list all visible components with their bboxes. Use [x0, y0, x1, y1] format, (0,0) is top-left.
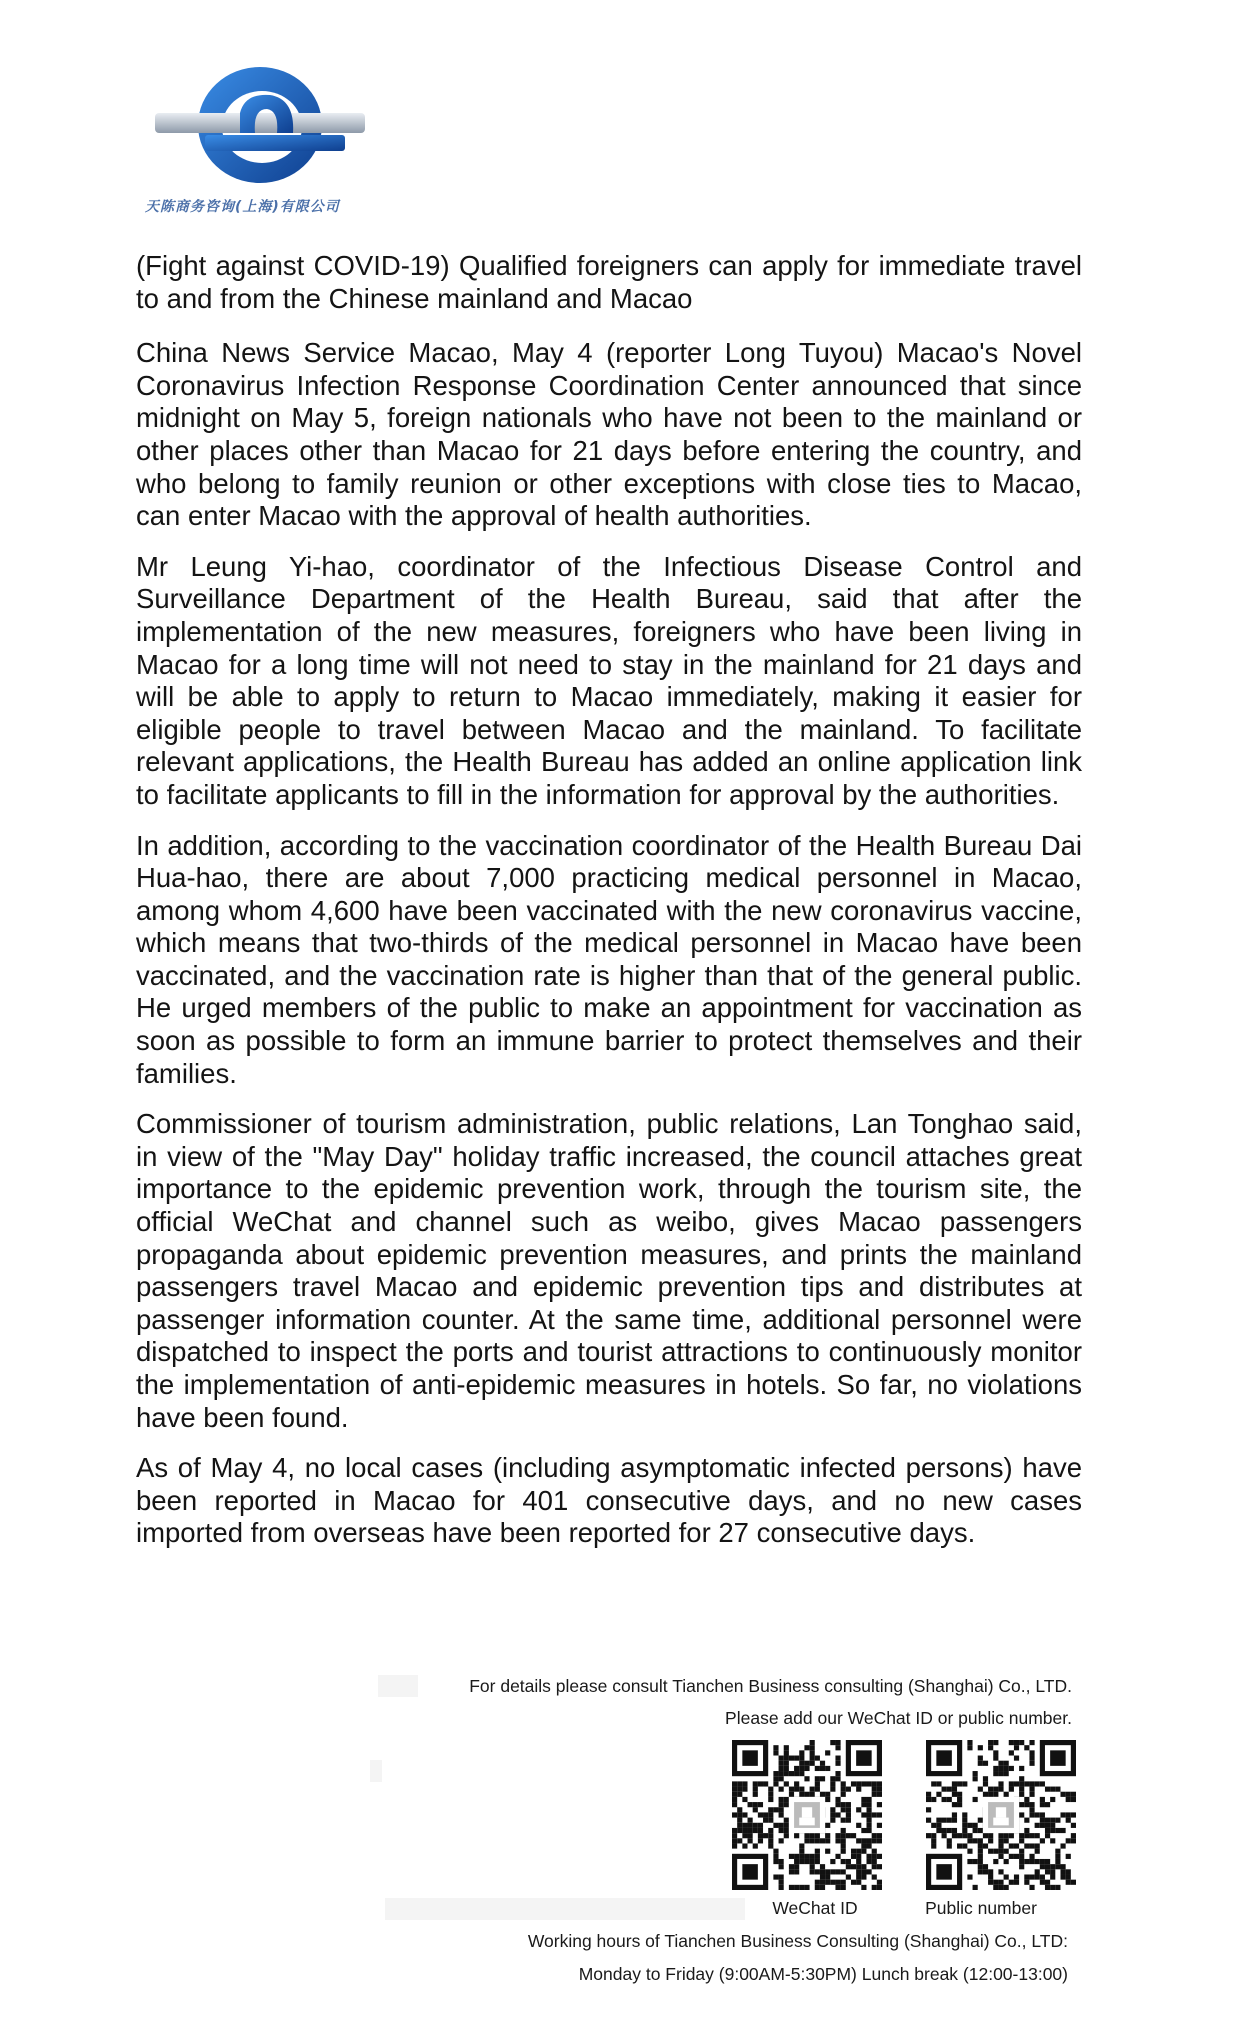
footer-shade — [385, 1898, 745, 1920]
article-paragraph-1: China News Service Macao, May 4 (reporter Long Tuyou) Macao's Novel Coronavirus Infection Response Coordination Center announced that since midnight on May 5, foreign nationals who have not been to the mainland or other places other than Macao for 21 days before entering the country, and who belong to family reunion or other exceptions with close ties to Macao, can enter Macao with the approval of health authorities. — [136, 337, 1082, 532]
article-title: (Fight against COVID-19) Qualified foreigners can apply for immediate travel to and from the Chinese mainland and Macao — [136, 250, 1082, 314]
add-wechat-line: Please add our WeChat ID or public number. — [725, 1708, 1072, 1728]
footer-shade — [370, 1760, 382, 1782]
public-number-qr-code-icon — [926, 1740, 1076, 1890]
wechat-id-qr-code-icon — [732, 1740, 882, 1890]
article-paragraph-3: In addition, according to the vaccination coordinator of the Health Bureau Dai Hua-hao, there are about 7,000 practicing medical personnel in Macao, among whom 4,600 have been vaccinated with the new coronavirus vaccine, which means that two-thirds of the medical personnel in Macao have been vaccinated, and the vaccination rate is higher than that of the general public. He urged members of the public to make an appointment for vaccination as soon as possible to form an immune barrier to protect themselves and their families. — [136, 829, 1082, 1089]
footer-shade — [378, 1675, 418, 1697]
wechat-id-qr-code-image — [732, 1740, 882, 1890]
article-paragraph-4: Commissioner of tourism administration, public relations, Lan Tonghao said, in view of the "May Day" holiday traffic increased, the council attaches great importance to the epidemic prevention work, through the tourism site, the official WeChat and channel such as weibo, gives Macao passengers propaganda about epidemic prevention measures, and prints the mainland passengers travel Macao and epidemic prevention tips and distributes at passenger information counter. At the same time, additional personnel were dispatched to inspect the ports and tourist attractions to continuously monitor the implementation of anti-epidemic measures in hotels. So far, no violations have been found. — [136, 1108, 1082, 1433]
qr-wechat-label: WeChat ID — [772, 1898, 858, 1918]
consult-line: For details please consult Tianchen Business consulting (Shanghai) Co., LTD. — [469, 1676, 1072, 1696]
article-paragraph-5: As of May 4, no local cases (including asymptomatic infected persons) have been reported in Macao for 401 consecutive days, and no new cases imported from overseas have been reported for 27 consecutive days. — [136, 1452, 1082, 1549]
working-hours-detail: Monday to Friday (9:00AM-5:30PM) Lunch break (12:00-13:00) — [578, 1964, 1068, 1984]
article-paragraph-2: Mr Leung Yi-hao, coordinator of the Infectious Disease Control and Surveillance Department of the Health Bureau, said that after the implementation of the new measures, foreigners who have been living in Macao for a long time will not need to stay in the mainland for 21 days and will be able to apply to return to Macao immediately, making it easier for eligible people to travel between Macao and the mainland. To facilitate relevant applications, the Health Bureau has added an online application link to facilitate applicants to fill in the information for approval by the authorities. — [136, 550, 1082, 810]
logo-caption: 天陈商务咨询(上海)有限公司 — [145, 199, 340, 215]
article-body — [136, 250, 1082, 1568]
qr-public-label: Public number — [925, 1898, 1037, 1918]
public-number-qr-code-image — [926, 1740, 1076, 1890]
working-hours-line: Working hours of Tianchen Business Consulting (Shanghai) Co., LTD: — [527, 1931, 1068, 1951]
